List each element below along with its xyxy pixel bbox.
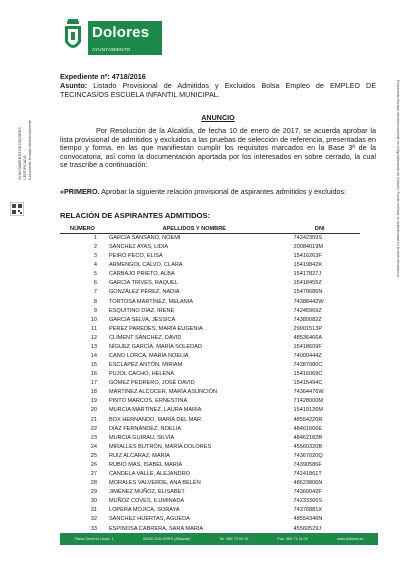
row-number: 8	[93, 298, 97, 305]
footer-bar	[60, 533, 378, 545]
row-name: GARCÍA TRIVES, RAQUEL	[108, 280, 178, 287]
row-number: 1	[93, 235, 97, 241]
table-row	[60, 406, 360, 415]
row-dni: 15417827J	[293, 271, 322, 278]
row-name: MARTÍNEZ ALCOCER, MARÍA ASUNCIÓN	[108, 389, 218, 396]
row-name: SÁNCHEZ HUERTAS, AGUEDA	[108, 516, 190, 523]
table-row	[60, 452, 360, 461]
table-row	[60, 261, 360, 270]
row-dni: 71428000M	[293, 398, 324, 405]
table-row	[60, 234, 360, 244]
table-row	[60, 361, 360, 370]
row-dni: 48462182B	[293, 434, 323, 441]
row-number: 9	[93, 307, 97, 314]
row-name: JIMÉNEZ MUÑOZ, ELISABET	[108, 489, 185, 496]
row-number: 32	[90, 516, 97, 523]
row-dni: 15418609F	[293, 343, 322, 350]
document-header	[60, 72, 376, 99]
table-row	[60, 352, 360, 361]
row-name: ESQUITINO DÍAZ, IRENE	[108, 307, 175, 314]
row-name: GÓMEZ PEDRERO, JOSÉ DAVID	[108, 380, 195, 387]
table-row	[60, 488, 360, 497]
stamp-text: AYUNTAMIENTO DE DOLORES CERTIFICADO Documento firmado electrónicamente	[18, 120, 32, 180]
table-row	[60, 470, 360, 479]
row-number: 19	[90, 398, 97, 405]
row-number: 23	[90, 434, 97, 441]
row-number: 21	[90, 416, 97, 423]
row-name: TORTOSA MARTÍNEZ, MELANIA	[108, 298, 194, 305]
row-name: PEIRÓ PECO, ELISA	[108, 253, 163, 260]
table-row	[60, 316, 360, 325]
row-dni: 48554346N	[293, 516, 323, 523]
row-number: 29	[90, 489, 97, 496]
row-name: PINTO MARCOS, ERNESTINA	[108, 398, 188, 405]
row-number: 10	[90, 316, 97, 323]
table-row	[60, 461, 360, 470]
header-dni: DNI	[279, 225, 360, 234]
row-dni: 74245969Z	[293, 307, 322, 314]
row-dni: 74388442W	[293, 298, 324, 305]
primero-label: «PRIMERO.	[60, 187, 100, 196]
row-dni: 74000444Z	[293, 353, 322, 360]
table-row	[60, 397, 360, 406]
row-name: BOX HERNANDO, MARÍA DEL MAR	[108, 416, 202, 423]
side-verification-text: Documento firmado electrónicamente en el Ayuntamiento de Dolores. Puede verificar su autenticidad en la sede electrónica.	[396, 80, 400, 278]
row-name: DÍAZ FERNÁNDEZ, NOELIA	[108, 425, 182, 432]
row-dni: 15416069C	[293, 371, 323, 378]
row-name: CARBAJO PRIETO, ALBA	[108, 271, 175, 278]
row-number: 17	[90, 380, 97, 387]
row-number: 7	[93, 289, 97, 296]
table-row	[60, 434, 360, 443]
row-number: 26	[90, 461, 97, 468]
row-name: CANO LORCA, MARÍA NOELIA	[108, 353, 189, 360]
row-dni: 74242359S	[293, 235, 323, 241]
row-name: MURCIA MARTÍNEZ, LAURA MARÍA	[108, 407, 202, 414]
expediente-number: Expediente nº: 4718/2016	[60, 72, 146, 81]
admitted-list-title: RELACIÓN DE ASPIRANTES ADMITIDOS:	[60, 211, 211, 220]
table-row	[60, 497, 360, 506]
row-number: 30	[90, 498, 97, 505]
row-number: 33	[90, 525, 97, 532]
table-row	[60, 370, 360, 379]
row-number: 5	[93, 271, 97, 278]
table-row	[60, 343, 360, 352]
table-row	[60, 325, 360, 334]
row-name: MIRALLES BUTRÓN, MARÍA DOLORES	[108, 443, 212, 450]
row-number: 18	[90, 389, 97, 396]
row-number: 25	[90, 452, 97, 459]
row-name: NÍGUEZ GARCÍA, MARÍA SOLEDAD	[108, 343, 202, 350]
row-dni: 74387080C	[293, 362, 323, 369]
coat-of-arms-icon	[62, 18, 84, 56]
row-dni: 20084019M	[293, 244, 324, 251]
row-name: ESCLAPÉZ ANTÓN, MIRIAM	[108, 362, 183, 369]
row-name: CANDELA VALLE, ALEJANDRO	[108, 471, 190, 478]
row-number: 27	[90, 471, 97, 478]
row-dni: 48536466A	[293, 334, 323, 341]
row-dni: 15470686N	[293, 289, 323, 296]
row-dni: 15416263F	[293, 253, 322, 260]
row-dni: 29001513P	[293, 325, 323, 332]
footer-item: Fax. 965 71 11 00	[277, 537, 308, 541]
brand-name: Dolores	[88, 21, 162, 45]
asunto-text: Listado Provisional de Admitidos y Excluidos Bolsa Empleo de EMPLEO DE TECINCAS/OS ESCUELA INFANTIL MUNICIPAL.	[60, 81, 376, 99]
row-name: CLIMENT SÁNCHEZ, DAVID	[108, 334, 182, 341]
row-dni: 74364476W	[293, 389, 324, 396]
row-number: 14	[90, 353, 97, 360]
row-name: LOPERA MOJICA, SORAYA	[108, 507, 180, 514]
footer-item: 03150 DOLORES (Alicante)	[142, 537, 191, 541]
row-dni: 48554220R	[293, 416, 323, 423]
row-dni: 15415494C	[293, 380, 323, 387]
table-row	[60, 479, 360, 488]
row-number: 11	[91, 325, 97, 332]
row-number: 28	[90, 480, 97, 487]
admitted-table	[60, 225, 360, 534]
row-number: 2	[93, 244, 97, 251]
verification-code-icon	[10, 202, 24, 216]
table-row	[60, 252, 360, 261]
row-name: RUBIO MAS, ISABEL MARÍA	[108, 461, 183, 468]
table-row	[60, 506, 360, 515]
row-dni: 74360042F	[293, 489, 322, 496]
primero-paragraph	[60, 188, 376, 197]
table-row	[60, 379, 360, 388]
row-number: 4	[93, 262, 97, 269]
row-dni: 15418455Z	[293, 280, 322, 287]
row-dni: 74376881X	[293, 507, 323, 514]
asunto-label: Asunto:	[60, 81, 88, 90]
row-name: MUÑOZ COVES, ILUMINADA	[108, 498, 185, 505]
row-name: MORALES VALVERDE, ANA BELÉN	[108, 480, 201, 487]
table-header-row	[60, 225, 360, 234]
table-row	[60, 416, 360, 425]
row-number: 3	[93, 253, 97, 260]
row-dni: 74241861T	[293, 471, 322, 478]
resolution-paragraph: Por Resolución de la Alcaldía, de fecha 10 de enero de 2017, se acuerda aprobar la lista provisional de admitidos y excluidos a las pruebas de selección de referencia, presentadas en tiempo y forma, en las que manifiestan cumplir los requisitos marcados en la Base 3ª de la convocatoria, así como la documentación aportada por los interesados en sobre cerrado, la cual se trascribe a continuación:	[60, 126, 376, 170]
brand-subtitle: AYUNTAMIENTO	[88, 45, 162, 55]
row-dni: 74367020Q	[293, 452, 323, 459]
row-name: PUJOL CACHO, HELENA	[108, 371, 175, 378]
header-numero: NÚMERO	[60, 225, 105, 234]
row-dni: 48623806N	[293, 480, 323, 487]
asunto	[60, 81, 376, 99]
row-number: 13	[90, 343, 97, 350]
row-dni: 45560529J	[293, 525, 322, 532]
row-name: SÁNCHEZ AYAS, LIDIA	[108, 244, 169, 251]
row-number: 24	[90, 443, 97, 450]
header-apellidos-nombre: APELLIDOS Y NOMBRE	[105, 225, 280, 234]
table-row	[60, 425, 360, 434]
row-number: 16	[90, 371, 97, 378]
municipal-logo	[62, 18, 162, 58]
footer-item: www.dolores.es	[336, 537, 364, 541]
row-dni: 15419126M	[293, 407, 324, 414]
footer-item: Plaza General Llopis, 1	[74, 537, 114, 541]
row-dni: 74380082Z	[293, 316, 322, 323]
footer-item: Tel. 965 72 00 25	[219, 537, 249, 541]
table-row	[60, 515, 360, 524]
row-name: GARCÍA SANSANO, NOEMI	[108, 235, 181, 241]
table-row	[60, 334, 360, 343]
row-number: 31	[90, 507, 97, 514]
row-name: RUIZ ALCARAZ, MARÍA	[108, 452, 170, 459]
anuncio-heading: ANUNCIO	[201, 113, 235, 122]
table-body	[60, 234, 360, 534]
row-number: 12	[90, 334, 97, 341]
table-row	[60, 307, 360, 316]
table-row	[60, 298, 360, 307]
row-name: PÉREZ PAREDES, MARÍA EUGENIA	[108, 325, 203, 332]
table-row	[60, 270, 360, 279]
row-dni: 74233366S	[293, 498, 323, 505]
row-dni: 74390586F	[293, 461, 322, 468]
row-name: GARCÍA SELVA, JESSICA	[108, 316, 176, 323]
table-row	[60, 288, 360, 297]
row-name: ESPINOSA CABRERA, SARA MARÍA	[108, 525, 204, 532]
row-number: 15	[90, 362, 97, 369]
table-row	[60, 243, 360, 252]
row-number: 20	[90, 407, 97, 414]
row-name: MURCIA GUIRAU, SILVIA	[108, 434, 175, 441]
row-name: GONZÁLEZ PÉREZ, NADIA	[108, 289, 180, 296]
table-row	[60, 443, 360, 452]
row-name: ARMENGOL CALVO, CLARA	[108, 262, 183, 269]
table-row	[60, 279, 360, 288]
table-row	[60, 388, 360, 397]
primero-text: Aprobar la siguiente relación provisional de aspirantes admitidos y excluidos:	[101, 187, 347, 196]
row-number: 22	[90, 425, 97, 432]
row-dni: 15419842K	[293, 262, 323, 269]
row-dni: 48461666E	[293, 425, 323, 432]
row-number: 6	[93, 280, 97, 287]
row-dni: 45560320B	[293, 443, 323, 450]
